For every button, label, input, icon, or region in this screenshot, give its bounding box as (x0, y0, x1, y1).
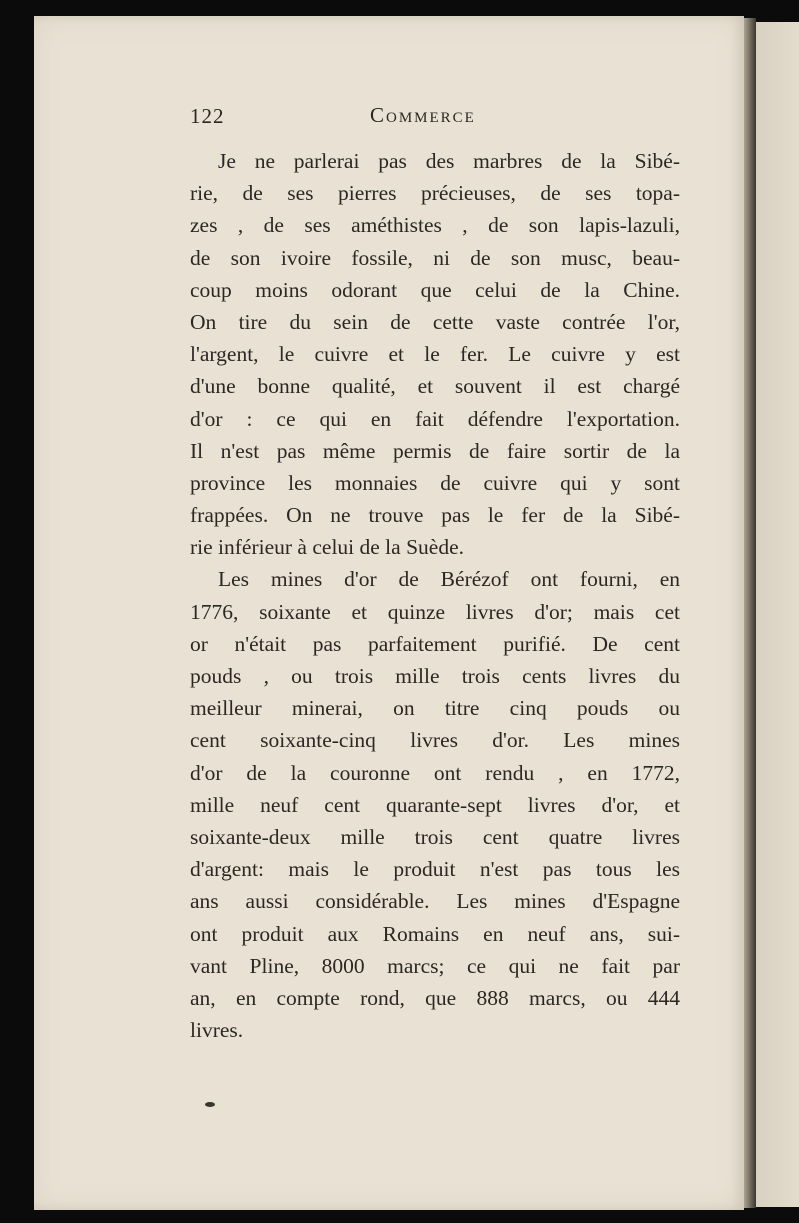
text-line: mille neuf cent quarante-sept livres d'or, et (190, 792, 680, 817)
text-line: cent soixante-cinq livres d'or. Les mines (190, 728, 680, 753)
text-line: ans aussi considérable. Les mines d'Espagne (190, 889, 680, 914)
text-line: d'argent: mais le produit n'est pas tous les (190, 857, 680, 882)
facing-page-edge (756, 22, 799, 1207)
text-line: meilleur minerai, on titre cinq pouds ou (190, 696, 680, 721)
text-line: frappées. On ne trouve pas le fer de la Sibé- (190, 503, 680, 528)
text-line: Il n'est pas même permis de faire sortir de la (190, 438, 680, 463)
text-line: d'une bonne qualité, et souvent il est chargé (190, 374, 680, 399)
text-line: de son ivoire fossile, ni de son musc, beau- (190, 245, 680, 270)
text-line: l'argent, le cuivre et le fer. Le cuivre y est (190, 342, 680, 367)
text-line: Je ne parlerai pas des marbres de la Sibé- (218, 149, 680, 173)
text-line: 1776, soixante et quinze livres d'or; mais cet (190, 599, 680, 624)
text-line: livres. (190, 1018, 244, 1043)
text-line: an, en compte rond, que 888 marcs, ou 444 (190, 985, 680, 1010)
text-line: d'or de la couronne ont rendu , en 1772, (190, 760, 680, 785)
text-line: d'or : ce qui en fait défendre l'exportation. (190, 406, 680, 431)
text-line: rie, de ses pierres précieuses, de ses topa- (190, 181, 680, 206)
running-head: Commerce (370, 103, 476, 127)
text-line: or n'était pas parfaitement purifié. De cent (190, 631, 680, 656)
page-number: 122 (190, 104, 225, 128)
text-line: zes , de ses améthistes , de son lapis-lazuli, (190, 213, 680, 238)
text-line: province les monnaies de cuivre qui y sont (190, 470, 680, 495)
text-line: vant Pline, 8000 marcs; ce qui ne fait par (190, 953, 680, 978)
body-text (190, 145, 680, 1046)
text-line: ont produit aux Romains en neuf ans, sui- (190, 921, 680, 946)
text-line: pouds , ou trois mille trois cents livres du (190, 664, 680, 688)
text-line: On tire du sein de cette vaste contrée l'or, (190, 309, 680, 334)
book-gutter (742, 18, 756, 1208)
text-line: soixante-deux mille trois cent quatre livres (190, 824, 680, 849)
ink-speck (205, 1102, 215, 1107)
text-line: Les mines d'or de Bérézof ont fourni, en (218, 567, 680, 592)
text-line: coup moins odorant que celui de la Chine. (190, 277, 680, 302)
page-header (190, 104, 660, 134)
text-line: rie inférieur à celui de la Suède. (190, 535, 464, 560)
